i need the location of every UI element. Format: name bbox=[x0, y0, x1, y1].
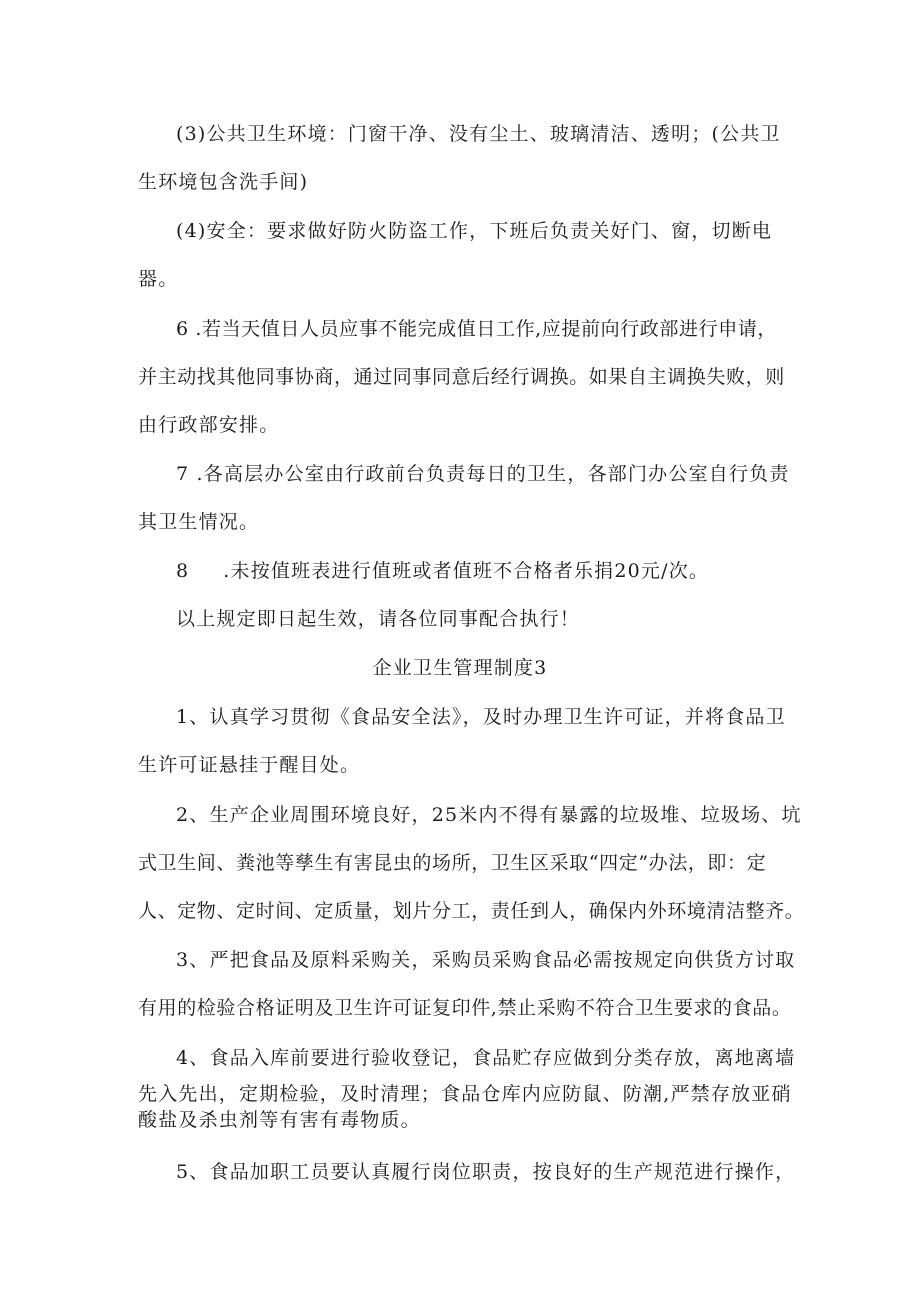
paragraph-line: 式卫生间、粪池等孳生有害昆虫的场所，卫生区采取“四定”办法，即：定 bbox=[138, 852, 767, 874]
paragraph-line: 有用的检验合格证明及卫生许可证复印件,禁止采购不符合卫生要求的食品。 bbox=[138, 997, 792, 1019]
paragraph-line: 人、定物、定时间、定质量，划片分工，责任到人，确保内外环境清洁整齐。 bbox=[138, 900, 805, 922]
paragraph-line: 1、认真学习贯彻《食品安全法》，及时办理卫生许可证，并将食品卫 bbox=[176, 706, 786, 728]
paragraph-line: 5、食品加职工员要认真履行岗位职责，按良好的生产规范进行操作， bbox=[176, 1161, 796, 1183]
paragraph-line: 先入先出，定期检验，及时清理；食品仓库内应防鼠、防潮,严禁存放亚硝 bbox=[138, 1083, 792, 1105]
item-number: 8 bbox=[176, 560, 190, 582]
paragraph-line: 7 .各高层办公室由行政前台负责每日的卫生，各部门办公室自行负责 bbox=[176, 463, 790, 485]
section-title: 企业卫生管理制度3 bbox=[372, 657, 548, 679]
paragraph-line: 其卫生情况。 bbox=[138, 511, 260, 533]
paragraph-line: 4、食品入库前要进行验收登记，食品贮存应做到分类存放，离地离墙 bbox=[176, 1047, 796, 1069]
paragraph-line: 6 .若当天值日人员应事不能完成值日工作,应提前向行政部进行申请， bbox=[176, 318, 778, 340]
paragraph-line: 生许可证悬挂于醒目处。 bbox=[138, 754, 361, 776]
paragraph-line: (4)安全：要求做好防火防盗工作，下班后负责关好门、窗，切断电 bbox=[176, 220, 773, 242]
paragraph-line: 2、生产企业周围环境良好，25米内不得有暴露的垃圾堆、垃圾场、坑 bbox=[176, 804, 802, 826]
paragraph-line: 3、严把食品及原料采购关，采购员采购食品必需按规定向供货方讨取 bbox=[176, 949, 796, 971]
paragraph-line: 并主动找其他同事协商，通过同事同意后经行调换。如果自主调换失败，则 bbox=[138, 366, 785, 388]
paragraph-line: 以上规定即日起生效，请各位同事配合执行！ bbox=[176, 608, 581, 630]
paragraph-line: 生环境包含洗手间) bbox=[138, 171, 309, 193]
paragraph-line: 酸盐及杀虫剂等有害有毒物质。 bbox=[138, 1109, 421, 1131]
numbered-item-line bbox=[0, 559, 920, 583]
paragraph-line: 器。 bbox=[138, 268, 179, 290]
item-text: .未按值班表进行值班或者值班不合格者乐捐20元/次。 bbox=[223, 560, 710, 582]
paragraph-line: (3)公共卫生环境：门窗干净、没有尘土、玻璃清洁、透明；(公共卫 bbox=[176, 123, 781, 145]
paragraph-line: 由行政部安排。 bbox=[138, 414, 280, 436]
